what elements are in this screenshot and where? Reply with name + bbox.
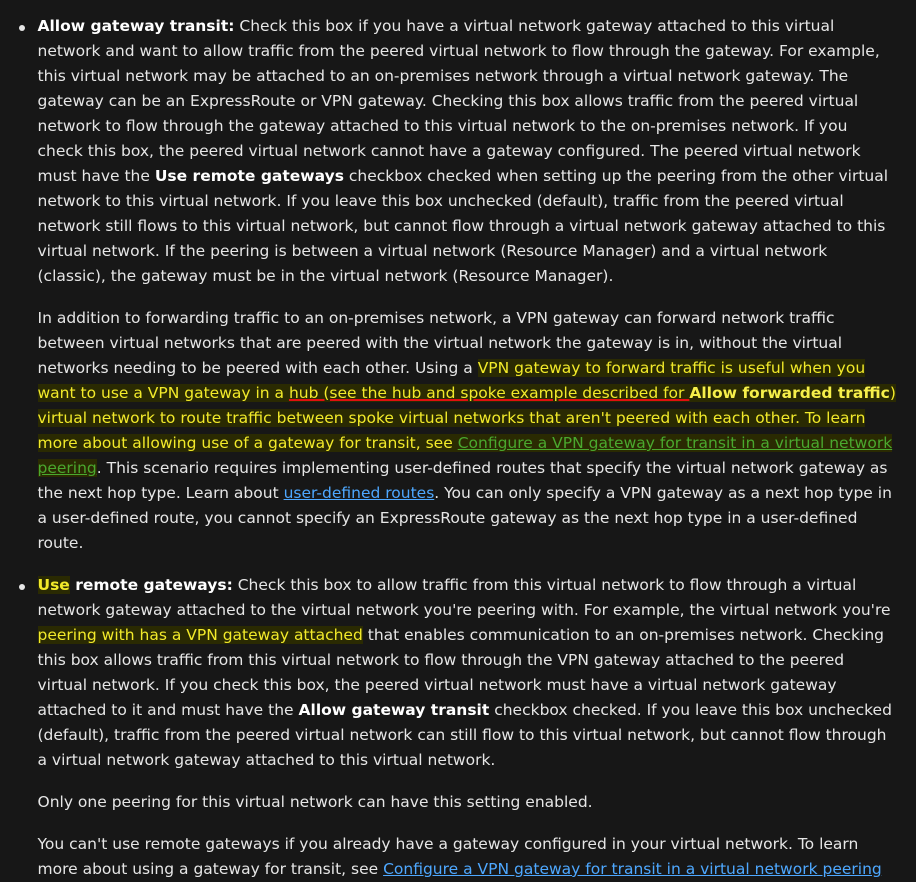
user-defined-routes-link[interactable]: user-defined routes xyxy=(283,484,435,502)
paragraph: In addition to forwarding traffic to an on-premises network, a VPN gateway can forward network traffic between virtual networks that are peered with the virtual network the gateway is in, without the virtual networks needing to be peered with each other. Using a VPN gateway to forward traffic is useful when you want to use a VPN gateway in a hub (see the hub and spoke example described for Allow forwarded traffic) virtual network to route traffic between spoke virtual networks that aren't peered with each other. To learn more about allowing use of a gateway for transit, see Configure a VPN gateway for transit in a virtual network peering. This scenario requires implementing user-defined routes that specify the virtual network gateway as the next hop type. Learn about user-defined routes. You can only specify a VPN gateway as a next hop type in a user-defined route, you cannot specify an ExpressRoute gateway as the next hop type in a user-defined route. xyxy=(37,309,896,552)
term-use-remote-gateways: Use remote gateways xyxy=(154,167,344,185)
paragraph: Use remote gateways: Check this box to allow traffic from this virtual network to flow through a virtual network gateway attached to the virtual network you're peering with. For example, the virtual network you're peering with has a VPN gateway attached that enables communication to an on-premises network. Checking this box allows traffic from this virtual network to flow through the VPN gateway attached to the peered virtual network. If you check this box, the peered virtual network must have a virtual network gateway attached to it and must have the Allow gateway transit checkbox checked. If you leave this box unchecked (default), traffic from the peered virtual network can still flow to this virtual network, but cannot flow through a virtual network gateway attached to this virtual network. xyxy=(37,576,892,769)
term-allow-gateway-transit: Allow gateway transit: xyxy=(37,17,235,35)
highlighted-text: peering with has a VPN gateway attached xyxy=(37,626,363,644)
paragraph: Only one peering for this virtual network can have this setting enabled. xyxy=(37,793,593,811)
red-underlined-text: hub (see the hub and spoke example described for xyxy=(288,384,690,402)
list-item-use-remote-gateways xyxy=(0,573,916,882)
list-item-allow-gateway-transit xyxy=(0,14,916,556)
bullet-icon xyxy=(19,25,25,31)
document-body xyxy=(0,14,916,882)
configure-vpn-gateway-link[interactable]: Configure a VPN gateway for transit in a virtual network peering xyxy=(383,860,882,878)
term-allow-forwarded-traffic: Allow forwarded traffic xyxy=(689,384,890,402)
term-use-remote-gateways: Use remote gateways: xyxy=(37,576,233,594)
paragraph: Allow gateway transit: Check this box if you have a virtual network gateway attached to this virtual network and want to allow traffic from the peered virtual network to flow through the gateway. For example, this virtual network may be attached to an on-premises network through a virtual network gateway. The gateway can be an ExpressRoute or VPN gateway. Checking this box allows traffic from the peered virtual network to flow through the gateway attached to this virtual network to the on-premises network. If you check this box, the peered virtual network cannot have a gateway configured. The peered virtual network must have the Use remote gateways checkbox checked when setting up the peering from the other virtual network to this virtual network. If you leave this box unchecked (default), traffic from the peered virtual network still flows to this virtual network, but cannot flow through a virtual network gateway attached to this virtual network. If the peering is between a virtual network (Resource Manager) and a virtual network (classic), the gateway must be in the virtual network (Resource Manager). xyxy=(37,17,889,285)
bullet-icon xyxy=(19,584,25,590)
configure-vpn-gateway-link[interactable]: Configure a VPN gateway for transit in a virtual network peering xyxy=(37,434,893,477)
highlighted-text: VPN gateway to forward traffic is useful when you want to use a VPN gateway in a hub (see the hub and spoke example described for Allow forwarded traffic) virtual network to route traffic between spoke virtual networks that aren't peered with each other. To learn more about allowing use of a gateway for transit, see Configure a VPN gateway for transit in a virtual network peering xyxy=(37,359,896,477)
term-allow-gateway-transit: Allow gateway transit xyxy=(298,701,490,719)
paragraph: You can't use remote gateways if you already have a gateway configured in your virtual network. To learn more about using a gateway for transit, see Configure a VPN gateway for transit in a virtual network peering xyxy=(37,835,882,878)
